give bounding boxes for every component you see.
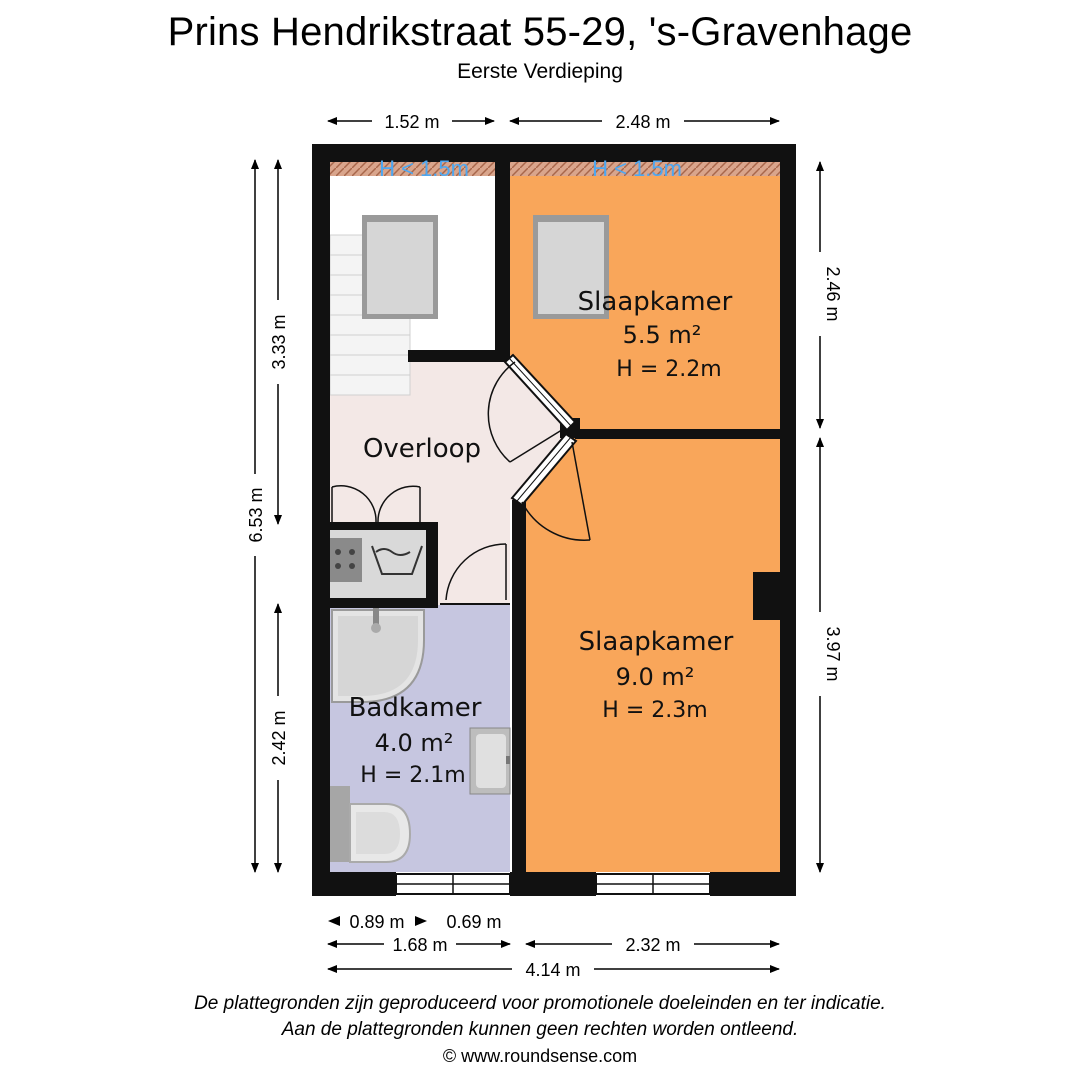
disclaimer-line-1: De plattegronden zijn geproduceerd voor promotionele doeleinden en ter indicatie. xyxy=(194,993,886,1014)
dimension-label: 3.33 m xyxy=(269,314,289,370)
dimension-top-right xyxy=(510,112,779,132)
dimension-label: 1.52 m xyxy=(384,112,440,132)
dimension-label: 0.89 m xyxy=(349,912,405,932)
dimension-right-upper xyxy=(820,162,843,428)
room-name-bedroom-large: Slaapkamer xyxy=(578,627,734,657)
window-bedroom xyxy=(596,874,710,894)
room-name-bathroom: Badkamer xyxy=(348,693,482,723)
dimension-left-lower xyxy=(269,604,289,872)
dimension-bottom-row1 xyxy=(328,912,502,932)
room-name-bedroom-small: Slaapkamer xyxy=(577,287,733,317)
dimension-left-upper xyxy=(269,160,289,524)
dimension-label: 0.69 m xyxy=(446,912,502,932)
dimension-label: 6.53 m xyxy=(246,487,266,543)
room-height-bathroom: H = 2.1m xyxy=(360,763,466,788)
dimension-label: 2.48 m xyxy=(615,112,671,132)
room-name-landing: Overloop xyxy=(362,434,482,464)
dimension-bottom-total xyxy=(328,960,779,980)
dimension-left-total xyxy=(246,160,266,872)
window-bathroom xyxy=(396,874,510,894)
bathroom-sink xyxy=(470,728,510,794)
dimension-label: 2.46 m xyxy=(823,266,843,322)
plan-title: Prins Hendrikstraat 55-29, 's-Gravenhage xyxy=(167,10,913,54)
dimension-top-left xyxy=(328,112,494,132)
low-ceiling-label-left: H < 1.5m xyxy=(379,156,469,181)
dimension-bottom-row2-left xyxy=(328,935,510,955)
disclaimer-line-2: Aan de plattegronden kunnen geen rechten worden ontleend. xyxy=(281,1019,799,1040)
dimension-right-lower xyxy=(820,438,843,872)
room-height-bedroom-large: H = 2.3m xyxy=(602,698,708,723)
room-area-bathroom: 4.0 m² xyxy=(374,729,454,757)
dimension-label: 1.68 m xyxy=(392,935,448,955)
dimension-label: 2.42 m xyxy=(269,710,289,766)
storage-box-left xyxy=(362,215,438,319)
copyright-text: © www.roundsense.com xyxy=(442,1046,638,1066)
dimension-bottom-row2-right xyxy=(526,935,779,955)
room-area-bedroom-large: 9.0 m² xyxy=(615,663,695,691)
dimension-label: 3.97 m xyxy=(823,626,843,682)
room-area-bedroom-small: 5.5 m² xyxy=(622,321,702,349)
room-height-bedroom-small: H = 2.2m xyxy=(616,357,722,382)
low-ceiling-label-right: H < 1.5m xyxy=(592,156,682,181)
floor-label: Eerste Verdieping xyxy=(457,60,623,83)
utility-cupboard xyxy=(330,530,426,598)
dimension-label: 2.32 m xyxy=(625,935,681,955)
dimension-label: 4.14 m xyxy=(525,960,581,980)
